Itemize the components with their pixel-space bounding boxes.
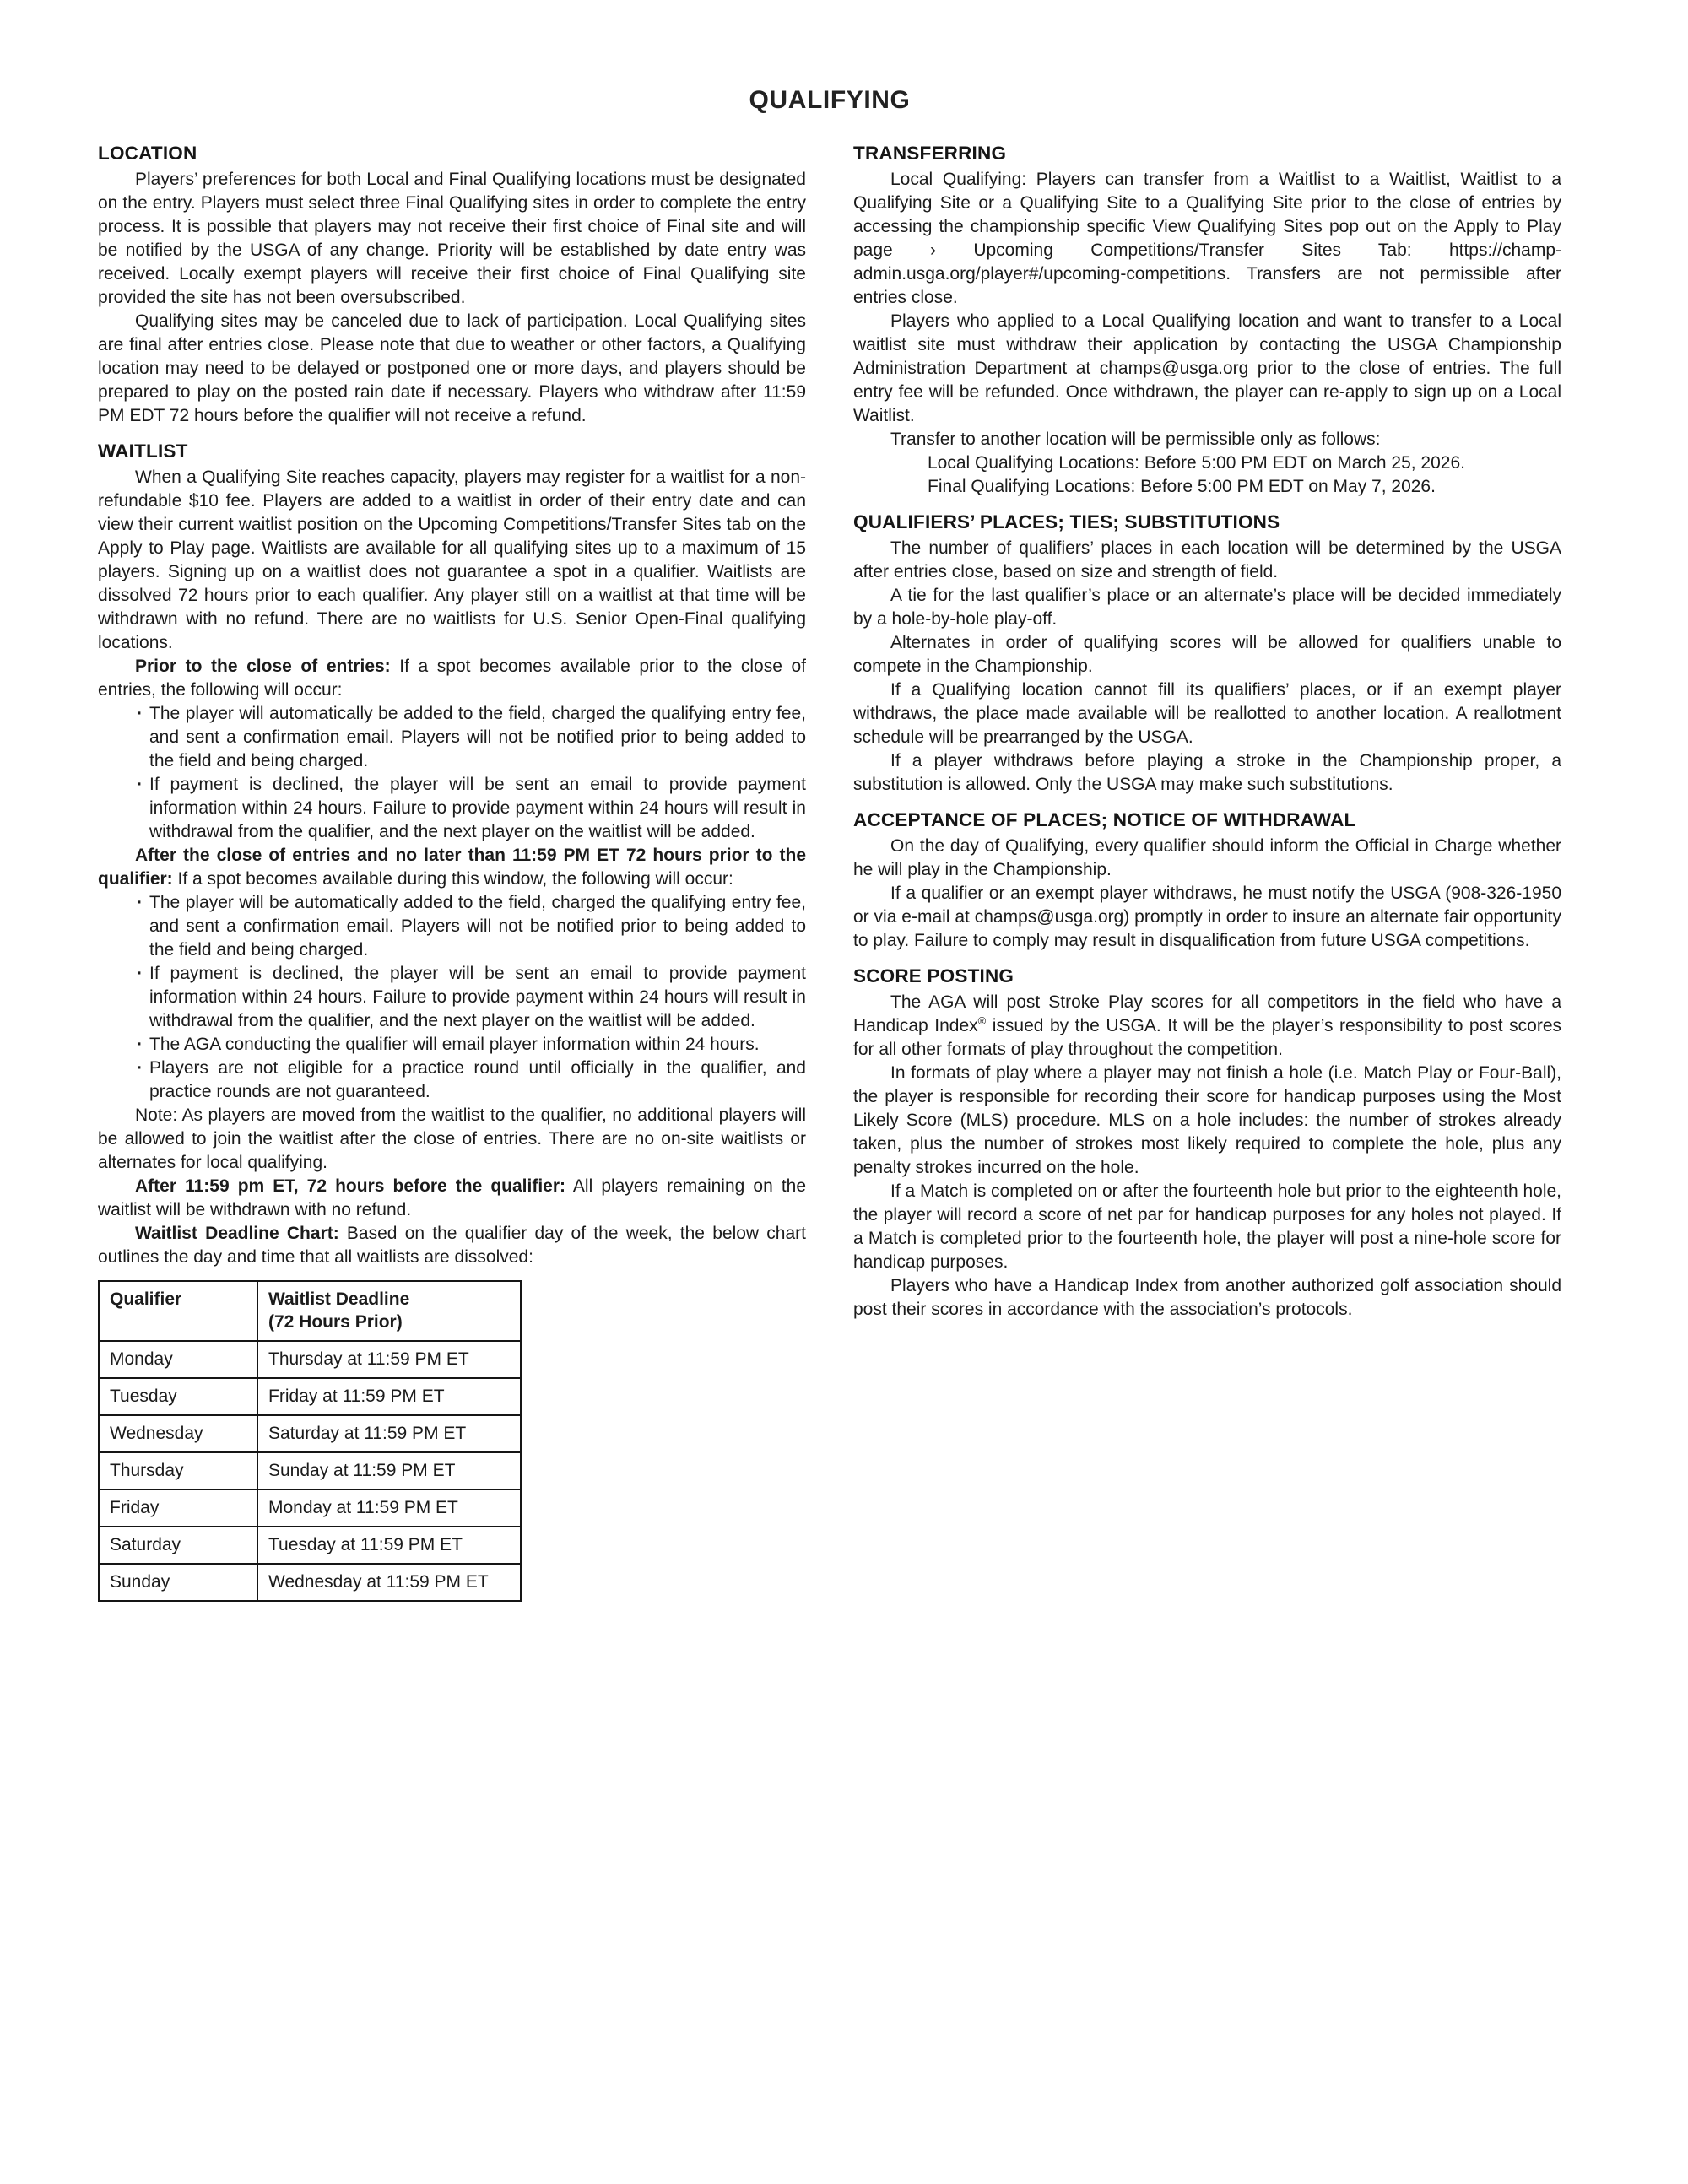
left-column bbox=[98, 142, 806, 1602]
table-header-deadline-line1: Waitlist Deadline bbox=[268, 1289, 410, 1309]
list-item-text: Players are not eligible for a practice round until officially in the qualifier, and practice rounds are not guaranteed. bbox=[149, 1058, 806, 1101]
cell-deadline: Thursday at 11:59 PM ET bbox=[257, 1341, 521, 1378]
table-row bbox=[99, 1564, 521, 1601]
cell-qualifier: Sunday bbox=[99, 1564, 257, 1601]
page-title: QUALIFYING bbox=[749, 86, 911, 114]
paragraph-rest: All players remaining on the waitlist will be withdrawn with no refund. bbox=[98, 1176, 807, 1219]
section-heading-score-posting: SCORE POSTING bbox=[853, 965, 1014, 987]
list-item-text: The player will automatically be added to the field, charged the qualifying entry fee, and sent a confirmation email. Players will not be notified prior to being added to the field and being charged. bbox=[149, 704, 806, 770]
bullet-icon: · bbox=[137, 704, 143, 723]
paragraph-rest: Based on the qualifier day of the week, the below chart outlines the day and time that all waitlists are dissolved: bbox=[98, 1224, 806, 1267]
paragraph bbox=[98, 1175, 806, 1222]
cell-qualifier: Friday bbox=[99, 1489, 257, 1527]
cell-deadline: Sunday at 11:59 PM ET bbox=[257, 1452, 521, 1489]
list-item-text: If payment is declined, the player will be sent an email to provide payment information within 24 hours. Failure to provide payment within 24 hours will result in withdrawal from the qualifier, and the next player on the waitlist will be added. bbox=[149, 775, 806, 841]
paragraph: In formats of play where a player may not finish a hole (i.e. Match Play or Four-Ball), the player is responsible for recording their score for handicap purposes using the Most Likely Score (MLS) procedure. MLS on a hole includes: the number of strokes already taken, plus the number of strokes most likely required to complete the hole, plus any penalty strokes incurred on the hole. bbox=[853, 1063, 1561, 1177]
paragraph: Qualifying sites may be canceled due to lack of participation. Local Qualifying sites are final after entries close. Please note that due to weather or other factors, a Qualifying location may need to be delayed or postponed one or more days, and players should be prepared to play on the posted rain date if necessary. Players who withdraw after 11:59 PM EDT 72 hours before the qualifier will not receive a refund. bbox=[98, 311, 806, 425]
list-item bbox=[98, 702, 806, 773]
table-header-deadline-line2: (72 Hours Prior) bbox=[268, 1312, 403, 1332]
table-header-qualifier: Qualifier bbox=[99, 1281, 257, 1341]
list-item-text: If payment is declined, the player will be sent an email to provide payment information within 24 hours. Failure to provide payment within 24 hours will result in withdrawal from the qualifier, and the next player on the waitlist will be added. bbox=[149, 964, 806, 1030]
paragraph bbox=[98, 655, 806, 702]
paragraph: Players who have a Handicap Index from another authorized golf association should post their scores in accordance with the association’s protocols. bbox=[853, 1276, 1561, 1319]
right-column bbox=[853, 142, 1561, 1602]
bullet-icon: · bbox=[137, 1035, 143, 1054]
paragraph: Players who applied to a Local Qualifying location and want to transfer to a Local waitlist site must withdraw their application by contacting the USGA Championship Administration Department at champs@usga.org prior to the close of entries. The full entry fee will be refunded. Once withdrawn, the player can re-apply to sign up on a Local Waitlist. bbox=[853, 311, 1561, 425]
cell-deadline: Wednesday at 11:59 PM ET bbox=[257, 1564, 521, 1601]
paragraph: If a Qualifying location cannot fill its qualifiers’ places, or if an exempt player withdraws, the place made available will be reallotted to another location. A reallotment schedule will be prearranged by the USGA. bbox=[853, 680, 1561, 747]
paragraph: Local Qualifying: Players can transfer from a Waitlist to a Waitlist, Waitlist to a Qualifying Site or a Qualifying Site to a Qualifying Site prior to the close of entries by accessing the championship specific View Qualifying Sites pop out on the Apply to Play page › Upcoming Competitions/Transfer Sites Tab: https://champ-admin.usga.org/player#/upcoming-competitions. Transfers are not permissible after entries close. bbox=[853, 170, 1561, 307]
section-heading-acceptance: ACCEPTANCE OF PLACES; NOTICE OF WITHDRAWAL bbox=[853, 809, 1356, 830]
list-item-text: The AGA conducting the qualifier will email player information within 24 hours. bbox=[149, 1035, 760, 1054]
paragraph bbox=[98, 844, 806, 891]
cell-deadline: Saturday at 11:59 PM ET bbox=[257, 1415, 521, 1452]
cell-qualifier: Tuesday bbox=[99, 1378, 257, 1415]
table-row bbox=[99, 1378, 521, 1415]
list-item bbox=[98, 773, 806, 844]
table-row bbox=[99, 1452, 521, 1489]
paragraph bbox=[853, 991, 1561, 1062]
paragraph-rest: If a spot becomes available prior to the close of entries, the following will occur: bbox=[98, 657, 807, 700]
list-item bbox=[98, 1057, 806, 1104]
list-item bbox=[98, 891, 806, 962]
paragraph-text: The AGA will post Stroke Play scores for all competitors in the field who have a Handicap Index bbox=[853, 992, 1561, 1035]
registered-trademark-symbol: ® bbox=[977, 1014, 987, 1027]
table-row bbox=[99, 1341, 521, 1378]
section-heading-transferring: TRANSFERRING bbox=[853, 143, 1007, 164]
cell-qualifier: Thursday bbox=[99, 1452, 257, 1489]
paragraph-rest: If a spot becomes available during this window, the following will occur: bbox=[172, 869, 733, 889]
bullet-icon: · bbox=[137, 775, 143, 794]
bullet-icon: · bbox=[137, 893, 143, 912]
paragraph: If a player withdraws before playing a stroke in the Championship proper, a substitution is allowed. Only the USGA may make such substitutions. bbox=[853, 751, 1561, 794]
table-header-deadline bbox=[257, 1281, 521, 1341]
paragraph: Players’ preferences for both Local and Final Qualifying locations must be designated on the entry. Players must select three Final Qualifying sites in order to complete the entry process. It is possible that players may not receive their first choice of Final site and will be notified by the USGA of any change. Priority will be established by date entry was received. Locally exempt players will receive their first choice of Final Qualifying site provided the site has not been oversubscribed. bbox=[98, 170, 806, 307]
paragraph: If a Match is completed on or after the fourteenth hole but prior to the eighteenth hole, the player will record a score of net par for handicap purposes for any holes not played. If a Match is completed prior to the fourteenth hole, the player will post a nine-hole score for handicap purposes. bbox=[853, 1181, 1561, 1272]
section-heading-waitlist: WAITLIST bbox=[98, 441, 188, 462]
cell-deadline: Tuesday at 11:59 PM ET bbox=[257, 1527, 521, 1564]
cell-qualifier: Monday bbox=[99, 1341, 257, 1378]
section-heading-location: LOCATION bbox=[98, 143, 197, 164]
table-row bbox=[99, 1489, 521, 1527]
bullet-icon: · bbox=[137, 964, 143, 983]
two-column-layout bbox=[98, 142, 1561, 1602]
paragraph-lead: After the close of entries and no later than 11:59 PM ET 72 hours prior to the qualifier: bbox=[98, 846, 806, 889]
bullet-list bbox=[98, 891, 806, 1104]
paragraph: Transfer to another location will be permissible only as follows: bbox=[890, 430, 1381, 449]
cell-qualifier: Wednesday bbox=[99, 1415, 257, 1452]
section-heading-qualifiers-places: QUALIFIERS’ PLACES; TIES; SUBSTITUTIONS bbox=[853, 511, 1280, 532]
list-item-text: The player will be automatically added to the field, charged the qualifying entry fee, and sent a confirmation email. Players will not be notified prior to being added to the field and being charged. bbox=[149, 893, 806, 960]
paragraph: The number of qualifiers’ places in each location will be determined by the USGA after entries close, based on size and strength of field. bbox=[853, 538, 1561, 581]
table-row bbox=[99, 1527, 521, 1564]
paragraph bbox=[98, 1222, 806, 1269]
paragraph-lead: Prior to the close of entries: bbox=[135, 657, 391, 676]
paragraph-text: issued by the USGA. It will be the player’s responsibility to post scores for all other formats of play throughout the competition. bbox=[853, 1016, 1562, 1059]
paragraph: On the day of Qualifying, every qualifier should inform the Official in Charge whether he will play in the Championship. bbox=[853, 836, 1561, 879]
cell-deadline: Friday at 11:59 PM ET bbox=[257, 1378, 521, 1415]
table-header-row bbox=[99, 1281, 521, 1341]
list-item bbox=[98, 1033, 806, 1057]
bullet-icon: · bbox=[137, 1058, 143, 1078]
list-item bbox=[98, 962, 806, 1033]
waitlist-deadline-table bbox=[98, 1280, 522, 1602]
paragraph: If a qualifier or an exempt player withdraws, he must notify the USGA (908-326-1950 or via e-mail at champs@usga.org) promptly in order to insure an alternate fair opportunity to play. Failure to comply may result in disqualification from future USGA competitions. bbox=[853, 884, 1561, 950]
paragraph: A tie for the last qualifier’s place or an alternate’s place will be decided immediately by a hole-by-hole play-off. bbox=[853, 586, 1561, 629]
paragraph-lead: Waitlist Deadline Chart: bbox=[135, 1224, 339, 1243]
paragraph: When a Qualifying Site reaches capacity, players may register for a waitlist for a non-refundable $10 fee. Players are added to a waitlist in order of their entry date and can view their current waitlist position on the Upcoming Competitions/Transfer Sites tab on the Apply to Play page. Waitlists are available for all qualifying sites up to a maximum of 15 players. Signing up on a waitlist does not guarantee a spot in a qualifier. Waitlists are dissolved 72 hours prior to each qualifier. Any player still on a waitlist at that time will be withdrawn with no refund. There are no waitlists for U.S. Senior Open-Final qualifying locations. bbox=[98, 468, 806, 652]
transfer-deadline-local: Local Qualifying Locations: Before 5:00 PM EDT on March 25, 2026. bbox=[928, 453, 1465, 473]
cell-qualifier: Saturday bbox=[99, 1527, 257, 1564]
transfer-deadline-final: Final Qualifying Locations: Before 5:00 PM EDT on May 7, 2026. bbox=[928, 477, 1436, 496]
cell-deadline: Monday at 11:59 PM ET bbox=[257, 1489, 521, 1527]
bullet-list bbox=[98, 702, 806, 844]
table-row bbox=[99, 1415, 521, 1452]
paragraph-note: Note: As players are moved from the waitlist to the qualifier, no additional players will be allowed to join the waitlist after the close of entries. There are no on-site waitlists or alternates for local qualifying. bbox=[98, 1106, 806, 1172]
paragraph-lead: After 11:59 pm ET, 72 hours before the qualifier: bbox=[135, 1176, 566, 1196]
paragraph: Alternates in order of qualifying scores will be allowed for qualifiers unable to compete in the Championship. bbox=[853, 633, 1561, 676]
